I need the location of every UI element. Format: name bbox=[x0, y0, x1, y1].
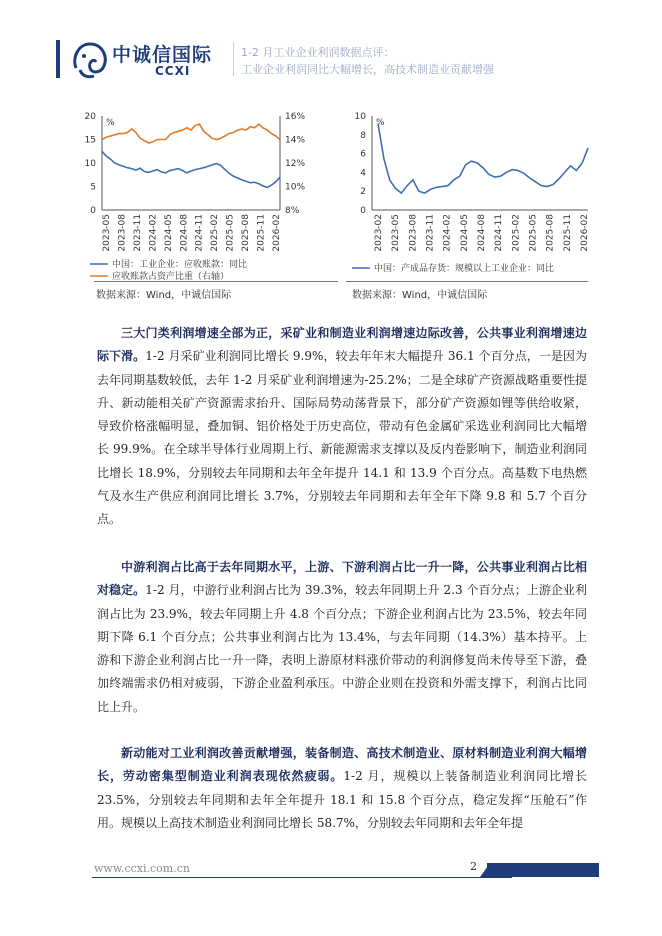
x-tick-label: 2023-05 bbox=[391, 214, 402, 252]
x-tick-label: 2025-11 bbox=[562, 213, 573, 252]
y-right-tick-label: 14% bbox=[285, 135, 306, 146]
chart2-source-rule bbox=[346, 281, 588, 282]
x-tick-label: 2024-11 bbox=[494, 214, 505, 252]
unit-label: % bbox=[376, 118, 385, 128]
y-right-tick-label: 10% bbox=[285, 182, 306, 193]
y-right-tick-label: 12% bbox=[285, 159, 306, 169]
x-tick-label: 2026-02 bbox=[580, 214, 590, 252]
x-tick-label: 2024-05 bbox=[459, 214, 470, 252]
x-tick-label: 2024-02 bbox=[442, 214, 453, 252]
x-tick-label: 2025-05 bbox=[225, 214, 236, 252]
inventory-chart bbox=[346, 106, 596, 284]
paragraph-new-drivers bbox=[97, 742, 587, 835]
page-number: 2 bbox=[470, 860, 477, 873]
paragraph-body: 1-2 月，规模以上装备制造业利润同比增长 23.5%，分别较去年同期和去年全年提升 18.1 和 15.8 个百分点，稳定发挥“压舱石”作用。规模以上高技术制造业利润同比增长 58.7%，分别较去年同期和去年全年提 bbox=[97, 769, 588, 830]
logo-text-en: CCXI bbox=[155, 64, 191, 78]
y-tick-label: 6 bbox=[360, 149, 366, 160]
header-divider bbox=[233, 42, 234, 76]
x-tick-label: 2024-08 bbox=[477, 214, 487, 252]
inventory-chart-svg bbox=[346, 106, 596, 284]
y-left-tick-label: 0 bbox=[90, 206, 96, 216]
paragraph-chain-share bbox=[97, 556, 587, 719]
x-tick-label: 2025-02 bbox=[210, 214, 221, 252]
footer-url: www.ccxi.com.cn bbox=[94, 862, 190, 875]
y-tick-label: 8 bbox=[360, 130, 366, 141]
paragraph-heading: 中游利润占比高于去年同期水平，上游、下游利润占比一升一降，公共事业利润占比相对稳定。 bbox=[97, 560, 587, 598]
legend-label: 中国：产成品存货：规模以上工业企业：同比 bbox=[374, 264, 555, 274]
footer-rule bbox=[92, 877, 512, 878]
y-left-tick-label: 10 bbox=[84, 159, 96, 169]
chart1-source: 数据来源：Wind，中诚信国际 bbox=[96, 290, 232, 301]
x-tick-label: 2025-08 bbox=[545, 214, 556, 252]
x-tick-label: 2025-11 bbox=[256, 214, 267, 252]
y-right-tick-label: 8% bbox=[285, 206, 300, 216]
y-tick-label: 4 bbox=[360, 168, 366, 179]
x-tick-label: 2025-05 bbox=[528, 214, 539, 252]
receivables-chart bbox=[74, 106, 334, 284]
paragraph-body: 1-2 月采矿业利润同比增长 9.9%，较去年年末大幅提升 36.1 个百分点，一是因为去年同期基数较低，去年 1-2 月采矿业利润增速为-25.2%；二是全球矿产资源战略重要性提升、新动能相关矿产资源需求抬升、国际局势动荡背景下，部分矿产资源如锂等供给收紧，导致价格涨幅明显，叠加铜、铝价格处于历史高位，带动有色金属矿采选业利润同比大幅增长 99.9%。在全球半导体行业周期上行、新能源需求支撑以及反内卷影响下，制造业利润同比增长 18.9%，分别较去年同期和去年全年提升 14.1 和 13.9 个百分点。高基数下电热燃气及水生产供应利润同比增长 3.7%，分别较去年同期和去年全年下降 9.8 和 5.7 个百分点。 bbox=[97, 349, 587, 527]
series-receivables-share bbox=[102, 124, 280, 143]
paragraph-heading: 三大门类利润增速全部为正，采矿业和制造业利润增速边际改善，公共事业利润增速边际下滑。 bbox=[97, 326, 587, 364]
unit-label: % bbox=[106, 118, 115, 128]
x-tick-label: 2023-11 bbox=[425, 214, 436, 252]
chart1-source-rule bbox=[94, 281, 338, 282]
x-tick-label: 2026-02 bbox=[272, 214, 282, 252]
y-left-tick-label: 5 bbox=[90, 182, 96, 193]
report-title: 1-2 月工业企业利润数据点评： bbox=[241, 46, 395, 59]
paragraph-sector-profits bbox=[97, 322, 587, 532]
report-subtitle: 工业企业利润同比大幅增长，高技术制造业贡献增强 bbox=[241, 63, 494, 76]
y-tick-label: 0 bbox=[360, 206, 366, 216]
receivables-chart-svg bbox=[74, 106, 334, 284]
x-tick-label: 2024-08 bbox=[179, 214, 190, 252]
x-tick-label: 2023-08 bbox=[117, 214, 128, 252]
x-tick-label: 2023-08 bbox=[408, 214, 419, 252]
y-tick-label: 2 bbox=[360, 187, 366, 198]
x-tick-label: 2024-05 bbox=[163, 214, 174, 252]
chart2-source: 数据来源：Wind，中诚信国际 bbox=[352, 290, 488, 301]
x-tick-label: 2023-02 bbox=[374, 214, 384, 252]
ccxi-logo-icon bbox=[70, 38, 110, 82]
paragraph-heading: 新动能对工业利润改善贡献增强，装备制造、高技术制造业、原材料制造业利润大幅增长，劳动密集型制造业利润表现依然疲弱。 bbox=[97, 746, 587, 784]
logo-text-cn: 中诚信国际 bbox=[112, 44, 213, 66]
footer-tab bbox=[487, 863, 599, 877]
y-tick-label: 10 bbox=[354, 112, 366, 122]
header-accent-bar bbox=[56, 40, 60, 78]
series-inventory-yoy bbox=[378, 124, 588, 194]
paragraph-body: 1-2 月，中游行业利润占比为 39.3%，较去年同期上升 2.3 个百分点；上游企业利润占比为 23.9%，较去年同期上升 4.8 个百分点；下游企业利润占比为 23.5%，较去年同期下降 6.1 个百分点；公共事业利润占比为 13.4%，与去年同期（14.3%）基本持平。上游和下游企业利润占比一升一降，表明上游原材料涨价带动的利润修复尚未传导至下游，叠加终端需求仍相对疲弱，下游企业盈利承压。中游企业则在投资和外需支撑下，利润占比同比上升。 bbox=[97, 583, 587, 714]
y-right-tick-label: 16% bbox=[285, 112, 306, 122]
legend-label: 中国：工业企业：应收账款：同比 bbox=[112, 260, 248, 270]
x-tick-label: 2023-05 bbox=[102, 214, 112, 252]
x-tick-label: 2024-02 bbox=[148, 214, 159, 252]
x-tick-label: 2025-02 bbox=[511, 214, 522, 252]
y-left-tick-label: 15 bbox=[84, 135, 96, 146]
x-tick-label: 2024-11 bbox=[194, 214, 205, 252]
x-tick-label: 2023-11 bbox=[132, 214, 143, 252]
series-receivables-yoy bbox=[102, 151, 280, 187]
y-left-tick-label: 20 bbox=[84, 112, 96, 122]
legend-label: 应收账款占资产比重（右轴） bbox=[112, 272, 230, 282]
x-tick-label: 2025-08 bbox=[241, 214, 252, 252]
